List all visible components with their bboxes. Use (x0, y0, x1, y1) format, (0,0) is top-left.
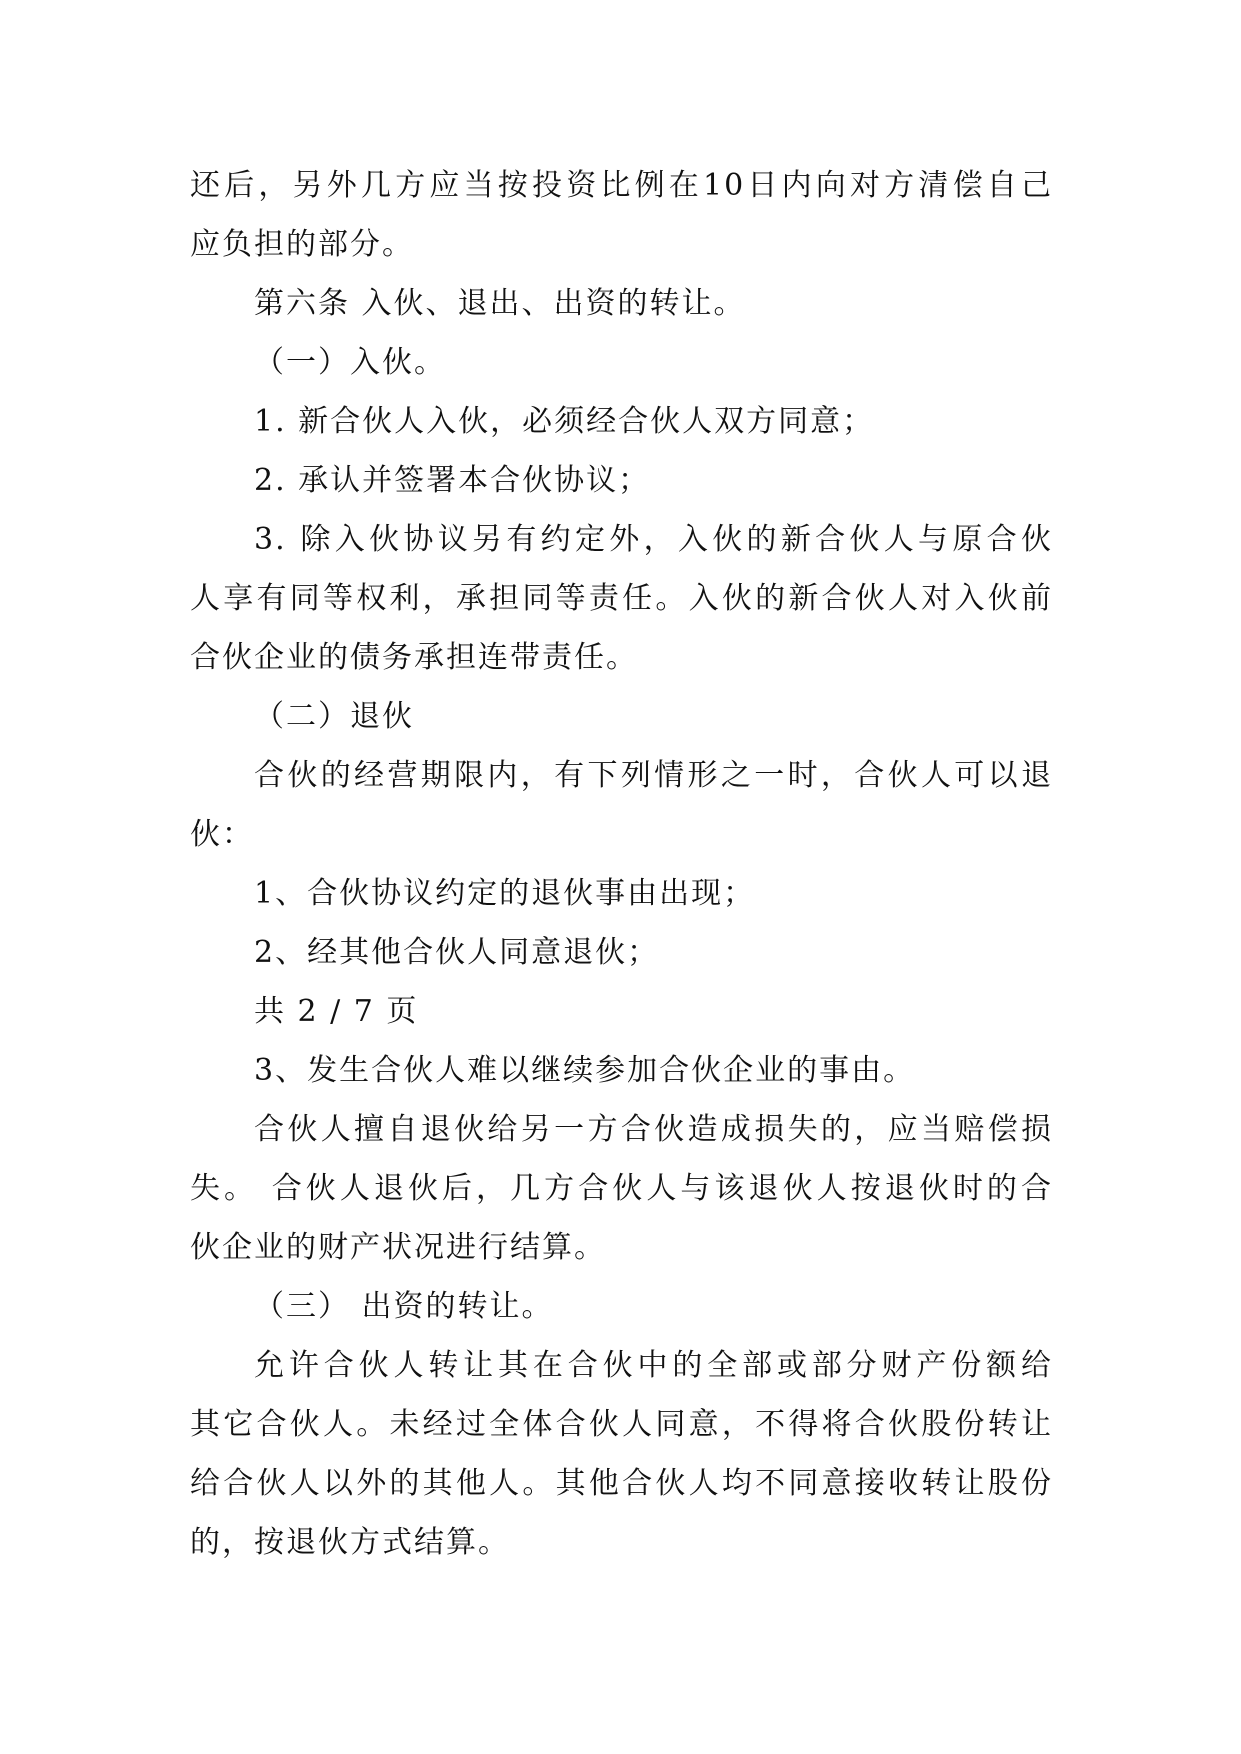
paragraph (190, 1336, 1053, 1572)
section-heading-transfer (190, 1277, 1053, 1336)
section-heading-join (190, 333, 1053, 392)
list-item (190, 392, 1053, 451)
text-line: 合伙企业的债务承担连带责任。 (190, 640, 638, 675)
text-line: 合伙的经营期限内，有下列情形之一时，合伙人可以退 (254, 758, 1053, 793)
text-line: 人享有同等权利，承担同等责任。入伙的新合伙人对入伙前 (190, 581, 1053, 616)
text-line: 伙： (190, 817, 254, 852)
text-line: 的，按退伙方式结算。 (190, 1525, 510, 1560)
text-line: 3. 除入伙协议另有约定外，入伙的新合伙人与原合伙 (254, 522, 1053, 557)
page-indicator-text: 共 2 / 7 页 (254, 994, 419, 1029)
article-heading (190, 274, 1053, 333)
paragraph (190, 746, 1053, 864)
text-line: 应负担的部分。 (190, 227, 414, 262)
paragraph (190, 1100, 1053, 1277)
paragraph-repayment (190, 156, 1053, 274)
text-line: 允许合伙人转让其在合伙中的全部或部分财产份额给 (254, 1348, 1053, 1383)
section-heading-withdraw (190, 687, 1053, 746)
text-line: 失。 合伙人退伙后，几方合伙人与该退伙人按退伙时的合 (190, 1171, 1053, 1206)
list-item (190, 1041, 1053, 1100)
section-title: （一）入伙。 (254, 345, 446, 380)
section-title: （二）退伙 (254, 699, 414, 734)
list-item (190, 923, 1053, 982)
section-title: （三） 出资的转让。 (254, 1289, 554, 1324)
page-indicator (190, 982, 1053, 1041)
list-item (190, 451, 1053, 510)
text-line: 1、合伙协议约定的退伙事由出现； (254, 876, 756, 911)
text-line: 伙企业的财产状况进行结算。 (190, 1230, 606, 1265)
text-line: 1. 新合伙人入伙，必须经合伙人双方同意； (254, 404, 875, 439)
text-line: 其它合伙人。未经过全体合伙人同意，不得将合伙股份转让 (190, 1407, 1053, 1442)
text-line: 2. 承认并签署本合伙协议； (254, 463, 651, 498)
text-line: 还后，另外几方应当按投资比例在10日内向对方清偿自己 (190, 168, 1053, 203)
text-line: 3、发生合伙人难以继续参加合伙企业的事由。 (254, 1053, 916, 1088)
list-item (190, 510, 1053, 687)
article-title: 第六条 入伙、退出、出资的转让。 (254, 286, 746, 321)
document-body (190, 156, 1053, 1572)
text-line: 2、经其他合伙人同意退伙； (254, 935, 660, 970)
text-line: 给合伙人以外的其他人。其他合伙人均不同意接收转让股份 (190, 1466, 1053, 1501)
list-item (190, 864, 1053, 923)
text-line: 合伙人擅自退伙给另一方合伙造成损失的，应当赔偿损 (254, 1112, 1053, 1147)
